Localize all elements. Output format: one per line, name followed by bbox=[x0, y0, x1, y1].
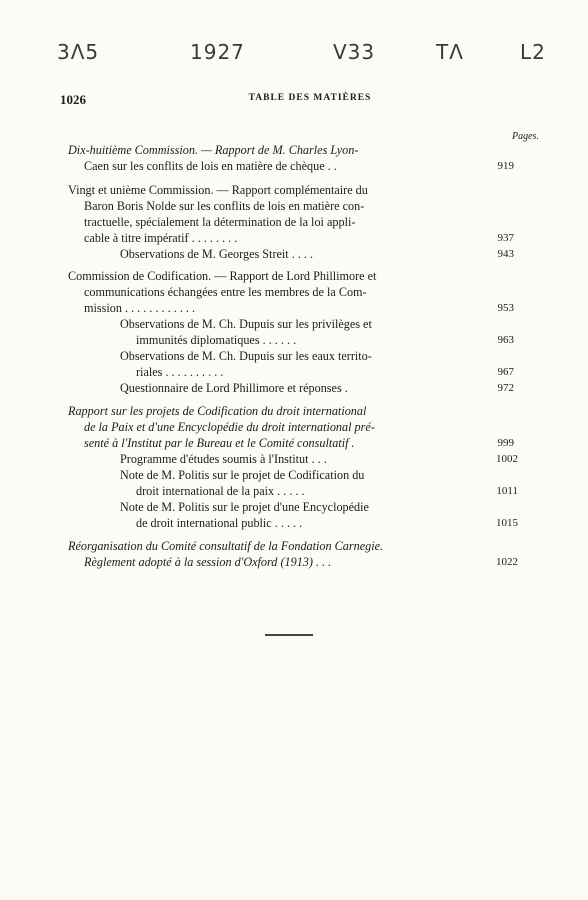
page-number: 1026 bbox=[60, 92, 86, 107]
toc-entry-line: Note de M. Politis sur le projet d'une Encyclopédie bbox=[120, 500, 369, 514]
handwritten-note: V33 bbox=[333, 40, 376, 64]
toc-page-number: 963 bbox=[497, 334, 514, 346]
toc-entry-line: Observations de M. Georges Streit . . . . bbox=[120, 247, 314, 261]
running-head bbox=[60, 92, 560, 112]
toc-page-number: 1002 bbox=[496, 453, 518, 465]
toc-entry-line: Règlement adopté à la session d'Oxford (1913) . . . bbox=[84, 555, 332, 569]
toc-page-number: 1022 bbox=[496, 556, 518, 568]
toc-page-number: 972 bbox=[497, 382, 514, 394]
toc-entry-line: Commission de Codification. — Rapport de Lord Phillimore et bbox=[68, 269, 377, 283]
toc-entry-line: Réorganisation du Comité consultatif de la Fondation Carnegie. bbox=[68, 539, 384, 553]
toc-entry-line: Questionnaire de Lord Phillimore et réponses . bbox=[120, 381, 348, 395]
handwritten-annotations bbox=[0, 40, 588, 70]
toc-entry-line: Note de M. Politis sur le projet de Codification du bbox=[120, 468, 365, 482]
toc-entry-line: cable à titre impératif . . . . . . . . bbox=[84, 231, 238, 245]
toc-entry-line: immunités diplomatiques . . . . . . bbox=[136, 333, 297, 347]
toc-entry-line: Observations de M. Ch. Dupuis sur les privilèges et bbox=[120, 317, 372, 331]
toc-entry-line: Baron Boris Nolde sur les conflits de lois en matière con- bbox=[84, 199, 365, 213]
end-rule bbox=[265, 634, 313, 636]
toc-page-number: 999 bbox=[497, 437, 514, 449]
toc-entry-line: de la Paix et d'une Encyclopédie du droit international pré- bbox=[84, 420, 375, 434]
toc-page-number: 953 bbox=[497, 302, 514, 314]
running-title: TABLE DES MATIÈRES bbox=[248, 93, 372, 103]
toc-page-number: 1015 bbox=[496, 517, 518, 529]
toc-entry-line: Programme d'études soumis à l'Institut . . . bbox=[120, 452, 327, 466]
pages-column-label: Pages. bbox=[512, 131, 539, 142]
toc-page-number: 937 bbox=[497, 232, 514, 244]
toc-entry-line: Vingt et unième Commission. — Rapport complémentaire du bbox=[68, 183, 368, 197]
toc-entry-line: tractuelle, spécialement la détermination de la loi appli- bbox=[84, 215, 356, 229]
toc-entry-line: senté à l'Institut par le Bureau et le Comité consultatif . bbox=[84, 436, 355, 450]
toc-entry-line: Dix-huitième Commission. — Rapport de M. Charles Lyon- bbox=[68, 143, 359, 157]
toc-entry-line: Observations de M. Ch. Dupuis sur les eaux territo- bbox=[120, 349, 372, 363]
handwritten-note: L2 bbox=[520, 40, 546, 64]
toc-entry-line: mission . . . . . . . . . . . . bbox=[84, 301, 196, 315]
toc-entry-line: de droit international public . . . . . bbox=[136, 516, 303, 530]
toc-entry-line: Caen sur les conflits de lois en matière de chèque . . bbox=[84, 159, 337, 173]
handwritten-note: TΛ bbox=[436, 40, 464, 64]
toc-entry-line: communications échangées entre les membres de la Com- bbox=[84, 285, 367, 299]
toc-page-number: 1011 bbox=[496, 485, 518, 497]
handwritten-note: 3Λ5 bbox=[57, 40, 100, 64]
toc-entry-line: droit international de la paix . . . . . bbox=[136, 484, 305, 498]
handwritten-note: 1927 bbox=[190, 40, 245, 64]
toc-page-number: 967 bbox=[497, 366, 514, 378]
toc-entry-line: Rapport sur les projets de Codification du droit international bbox=[68, 404, 367, 418]
toc-page-number: 919 bbox=[497, 160, 514, 172]
toc-page-number: 943 bbox=[497, 248, 514, 260]
toc-entry-line: riales . . . . . . . . . . bbox=[136, 365, 224, 379]
